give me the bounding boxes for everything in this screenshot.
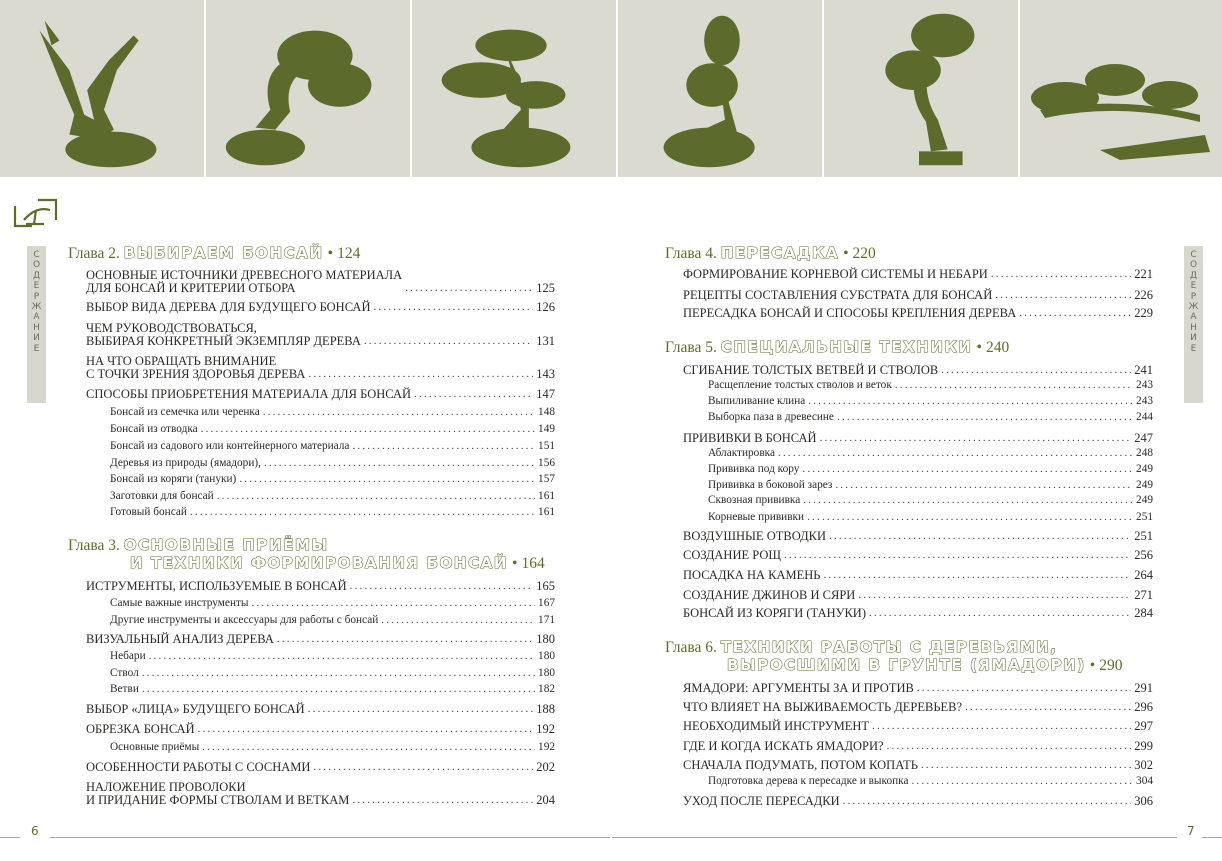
chapter-title-line-2: И ТЕХНИКИ ФОРМИРОВАНИЯ БОНСАЙ <box>130 554 509 572</box>
toc-subentry[interactable] <box>708 511 1153 524</box>
toc-entry[interactable] <box>86 322 555 348</box>
entry-label: ПОСАДКА НА КАМЕНЬ <box>683 568 821 582</box>
chapter-page: 164 <box>521 555 545 572</box>
footer-rule-right-b <box>1202 837 1222 838</box>
dot-leader <box>843 795 1132 808</box>
entry-label: СГИБАНИЕ ТОЛСТЫХ ВЕТВЕЙ И СТВОЛОВ <box>683 363 939 377</box>
entry-page: 161 <box>538 506 555 518</box>
entry-page: 165 <box>536 579 555 593</box>
entry-label: Расщепление толстых стволов и веток <box>708 379 892 391</box>
toc-entry[interactable] <box>683 740 1153 753</box>
toc-subentry[interactable] <box>110 506 555 519</box>
toc-entry[interactable] <box>683 682 1153 695</box>
dot-leader <box>823 569 1131 582</box>
toc-entry[interactable] <box>683 289 1153 302</box>
entry-page: 161 <box>538 490 555 502</box>
dot-leader <box>201 423 535 436</box>
entry-label: Корневые прививки <box>708 511 805 523</box>
toc-subentry[interactable] <box>110 614 555 627</box>
dot-leader <box>352 440 535 453</box>
dot-leader <box>991 268 1131 281</box>
chapter-title: ВЫБИРАЕМ БОНСАЙ <box>123 244 324 262</box>
chapter-title-line-1: ОСНОВНЫЕ ПРИЁМЫ <box>123 536 329 554</box>
entry-page: 149 <box>538 423 555 435</box>
toc-entry[interactable] <box>683 759 1153 772</box>
entry-page: 192 <box>538 741 555 753</box>
toc-entry[interactable] <box>683 589 1153 602</box>
entry-page: 180 <box>536 632 555 646</box>
entry-label: РЕЦЕПТЫ СОСТАВЛЕНИЯ СУБСТРАТА ДЛЯ БОНСАЙ <box>683 288 993 302</box>
toc-entry[interactable] <box>86 301 555 314</box>
dot-leader <box>835 479 1133 492</box>
entry-page: 204 <box>536 793 555 807</box>
entry-label: Выпиливание клина <box>708 395 806 407</box>
dot-leader <box>405 282 533 295</box>
bullet: • <box>512 555 518 572</box>
page-number-right: 7 <box>1187 824 1195 838</box>
bullet: • <box>843 245 849 262</box>
entry-page: 156 <box>538 457 555 469</box>
chapter-page: 290 <box>1099 657 1123 674</box>
toc-entry[interactable] <box>86 703 555 716</box>
toc-entry[interactable] <box>683 795 1153 808</box>
toc-subentry[interactable] <box>110 406 555 419</box>
entry-label: НЕОБХОДИМЫЙ ИНСТРУМЕНТ <box>683 719 870 733</box>
entry-page: 143 <box>536 367 555 381</box>
dot-leader <box>277 633 533 646</box>
chapter-page: 220 <box>852 245 876 262</box>
entry-page: 241 <box>1134 363 1153 377</box>
dot-leader <box>802 463 1133 476</box>
entry-page: 244 <box>1136 411 1153 423</box>
entry-page: 251 <box>1134 529 1153 543</box>
dot-leader <box>869 607 1131 620</box>
entry-page: 151 <box>538 440 555 452</box>
toc-subentry[interactable] <box>708 775 1153 788</box>
toc-entry[interactable] <box>86 355 555 381</box>
toc-entry[interactable] <box>683 607 1153 620</box>
toc-subentry[interactable] <box>110 440 555 453</box>
entry-page: 148 <box>538 406 555 418</box>
toc-subentry[interactable] <box>110 667 555 680</box>
bonsai-illustration-3 <box>412 0 618 177</box>
entry-label: Ствол <box>110 667 139 679</box>
toc-entry[interactable] <box>683 364 1153 377</box>
bullet: • <box>327 245 334 262</box>
entry-page: 182 <box>538 683 555 695</box>
dot-leader <box>308 703 534 716</box>
dot-leader <box>350 580 534 593</box>
toc-subentry[interactable] <box>708 447 1153 460</box>
chapter-title: ПЕРЕСАДКА <box>720 244 840 262</box>
toc-entry[interactable] <box>683 569 1153 582</box>
dot-leader <box>313 761 533 774</box>
toc-subentry[interactable] <box>708 479 1153 492</box>
dot-leader <box>995 289 1131 302</box>
dot-leader <box>239 473 535 486</box>
entry-page: 306 <box>1134 794 1153 808</box>
dot-leader <box>829 530 1131 543</box>
entry-page: 188 <box>536 702 555 716</box>
dot-leader <box>252 597 536 610</box>
dot-leader <box>807 511 1133 524</box>
dot-leader <box>911 775 1133 788</box>
entry-page: 291 <box>1134 681 1153 695</box>
chapter-heading <box>68 536 329 555</box>
entry-label: ОБРЕЗКА БОНСАЙ <box>86 722 195 736</box>
toc-entry[interactable] <box>683 720 1153 733</box>
toc-entry[interactable] <box>683 701 1153 714</box>
dot-leader <box>921 759 1131 772</box>
dot-leader <box>1019 307 1131 320</box>
dot-leader <box>784 549 1131 562</box>
entry-page: 229 <box>1134 306 1153 320</box>
dot-leader <box>364 335 533 348</box>
toc-entry[interactable] <box>683 530 1153 543</box>
entry-page: 256 <box>1134 548 1153 562</box>
entry-page: 249 <box>1136 479 1153 491</box>
dot-leader <box>837 411 1133 424</box>
chapter-heading <box>665 338 1009 357</box>
entry-page: 264 <box>1134 568 1153 582</box>
dot-leader <box>808 395 1133 408</box>
dot-leader <box>965 701 1131 714</box>
chapter-number: Глава 4. <box>665 245 717 262</box>
dot-leader <box>217 490 535 503</box>
chapter-number: Глава 3. <box>68 537 120 554</box>
entry-label: ОСНОВНЫЕ ИСТОЧНИКИ ДРЕВЕСНОГО МАТЕРИАЛА ДЛЯ БОНСАЙ И КРИТЕРИИ ОТБОРА <box>86 268 403 295</box>
chapter-title-line-2: ВЫРОСШИМИ В ГРУНТЕ (ЯМАДОРИ) <box>727 656 1086 674</box>
side-tab-label: С О Д Е Р Ж А Н И Е <box>1188 250 1199 354</box>
entry-page: 299 <box>1134 739 1153 753</box>
toc-subentry[interactable] <box>708 379 1153 392</box>
toc-entry[interactable] <box>86 781 555 807</box>
chapter-heading <box>665 244 876 263</box>
footer-rule-left-a <box>0 837 20 838</box>
entry-label: УХОД ПОСЛЕ ПЕРЕСАДКИ <box>683 794 840 808</box>
bonsai-illustration-2 <box>206 0 412 177</box>
entry-label: ЧЕМ РУКОВОДСТВОВАТЬСЯ, ВЫБИРАЯ КОНКРЕТНЫЙ ЭКЗЕМПЛЯР ДЕРЕВА <box>86 321 361 348</box>
entry-label: ФОРМИРОВАНИЕ КОРНЕВОЙ СИСТЕМЫ И НЕБАРИ <box>683 267 988 281</box>
toc-entry[interactable] <box>86 723 555 736</box>
entry-page: 243 <box>1136 395 1153 407</box>
chapter-heading <box>68 244 360 263</box>
chapter-heading-line-2 <box>130 554 545 573</box>
dot-leader <box>941 364 1131 377</box>
entry-label: Другие инструменты и аксессуары для работы с бонсай <box>110 614 379 626</box>
entry-label: Выборка паза в древесине <box>708 411 834 423</box>
entry-label: НА ЧТО ОБРАЩАТЬ ВНИМАНИЕ С ТОЧКИ ЗРЕНИЯ ЗДОРОВЬЯ ДЕРЕВА <box>86 354 306 381</box>
toc-subentry[interactable] <box>708 395 1153 408</box>
entry-page: 126 <box>536 300 555 314</box>
entry-page: 247 <box>1134 431 1153 445</box>
dot-leader <box>149 650 535 663</box>
entry-label: Подготовка дерева к пересадке и выкопка <box>708 775 909 787</box>
entry-page: 284 <box>1134 606 1153 620</box>
dot-leader <box>778 447 1133 460</box>
entry-label: ПЕРЕСАДКА БОНСАЙ И СПОСОБЫ КРЕПЛЕНИЯ ДЕРЕВА <box>683 306 1017 320</box>
entry-page: 125 <box>536 281 555 295</box>
entry-label: Прививка под кору <box>708 463 800 475</box>
dot-leader <box>373 301 533 314</box>
entry-label: ЯМАДОРИ: АРГУМЕНТЫ ЗА И ПРОТИВ <box>683 681 914 695</box>
side-tab-left <box>27 246 46 403</box>
dot-leader <box>414 388 533 401</box>
bonsai-illustration-4 <box>618 0 824 177</box>
dot-leader <box>142 683 535 696</box>
footer-rule-left-b <box>50 837 610 838</box>
entry-page: 226 <box>1134 288 1153 302</box>
footer-rule-right-a <box>612 837 1177 838</box>
entry-label: ЧТО ВЛИЯЕТ НА ВЫЖИВАЕМОСТЬ ДЕРЕВЬЕВ? <box>683 700 963 714</box>
entry-page: 249 <box>1136 494 1153 506</box>
entry-label: СОЗДАНИЕ ДЖИНОВ И СЯРИ <box>683 588 856 602</box>
entry-label: СОЗДАНИЕ РОЩ <box>683 548 781 562</box>
entry-label: Сквозная прививка <box>708 494 801 506</box>
entry-label: Бонсай из семечка или черенка <box>110 406 260 418</box>
toc-entry[interactable] <box>683 432 1153 445</box>
entry-label: ГДЕ И КОГДА ИСКАТЬ ЯМАДОРИ? <box>683 739 884 753</box>
entry-label: Заготовки для бонсай <box>110 490 214 502</box>
entry-page: 167 <box>538 597 555 609</box>
entry-page: 271 <box>1134 588 1153 602</box>
toc-subentry[interactable] <box>110 423 555 436</box>
entry-label: СПОСОБЫ ПРИОБРЕТЕНИЯ МАТЕРИАЛА ДЛЯ БОНСАЙ <box>86 387 412 401</box>
chapter-heading <box>665 638 1058 657</box>
chapter-number: Глава 5. <box>665 339 717 356</box>
dot-leader <box>895 379 1133 392</box>
entry-page: 304 <box>1136 775 1153 787</box>
entry-page: 296 <box>1134 700 1153 714</box>
entry-label: НАЛОЖЕНИЕ ПРОВОЛОКИ И ПРИДАНИЕ ФОРМЫ СТВОЛАМ И ВЕТКАМ <box>86 780 350 807</box>
entry-label: ВОЗДУШНЫЕ ОТВОДКИ <box>683 529 826 543</box>
dot-leader <box>858 589 1131 602</box>
bullet: • <box>1089 657 1096 674</box>
entry-label: Бонсай из отводка <box>110 423 198 435</box>
entry-page: 297 <box>1134 719 1153 733</box>
chapter-title: СПЕЦИАЛЬНЫЕ ТЕХНИКИ <box>720 338 973 356</box>
toc-subentry[interactable] <box>110 473 555 486</box>
bullet: • <box>976 339 982 356</box>
entry-label: Бонсай из садового или контейнерного материала <box>110 440 350 452</box>
dot-leader <box>352 794 533 807</box>
entry-label: ПРИВИВКИ В БОНСАЙ <box>683 431 817 445</box>
entry-page: 248 <box>1136 447 1153 459</box>
page-number-left: 6 <box>31 824 39 838</box>
entry-label: Деревья из природы (ямадори), <box>110 457 261 469</box>
entry-label: СНАЧАЛА ПОДУМАТЬ, ПОТОМ КОПАТЬ <box>683 758 918 772</box>
entry-page: 147 <box>536 387 555 401</box>
toc-subentry[interactable] <box>110 650 555 663</box>
dot-leader <box>820 432 1132 445</box>
entry-label: Аблактировка <box>708 447 775 459</box>
entry-label: Небари <box>110 650 146 662</box>
dot-leader <box>887 740 1132 753</box>
toc-entry[interactable] <box>86 580 555 593</box>
entry-page: 180 <box>538 650 555 662</box>
dot-leader <box>202 741 535 754</box>
entry-label: Самые важные инструменты <box>110 597 249 609</box>
dot-leader <box>917 682 1131 695</box>
entry-page: 243 <box>1136 379 1153 391</box>
toc-entry[interactable] <box>683 307 1153 320</box>
entry-page: 251 <box>1136 511 1153 523</box>
entry-label: ВЫБОР ВИДА ДЕРЕВА ДЛЯ БУДУЩЕГО БОНСАЙ <box>86 300 371 314</box>
entry-label: Готовый бонсай <box>110 506 187 518</box>
bonsai-illustration-1 <box>0 0 206 177</box>
dot-leader <box>803 494 1133 507</box>
toc-subentry[interactable] <box>110 457 555 470</box>
dot-leader <box>264 457 535 470</box>
dot-leader <box>190 506 535 519</box>
chapter-number: Глава 6. <box>665 639 717 656</box>
dot-leader <box>142 667 535 680</box>
toc-entry[interactable] <box>86 761 555 774</box>
toc-entry[interactable] <box>683 268 1153 281</box>
entry-page: 302 <box>1134 758 1153 772</box>
entry-label: Ветви <box>110 683 139 695</box>
entry-page: 202 <box>536 760 555 774</box>
entry-label: ВИЗУАЛЬНЫЙ АНАЛИЗ ДЕРЕВА <box>86 632 274 646</box>
entry-page: 131 <box>536 334 555 348</box>
entry-page: 171 <box>538 614 555 626</box>
dot-leader <box>381 614 535 627</box>
header-illustration-band <box>0 0 1222 177</box>
chapter-page: 124 <box>337 245 361 262</box>
entry-page: 180 <box>538 667 555 679</box>
toc-subentry[interactable] <box>110 490 555 503</box>
chapter-number: Глава 2. <box>68 245 120 262</box>
entry-page: 157 <box>538 473 555 485</box>
dot-leader <box>308 368 533 381</box>
chapter-title-line-1: ТЕХНИКИ РАБОТЫ С ДЕРЕВЬЯМИ, <box>720 638 1058 656</box>
side-tab-label: С О Д Е Р Ж А Н И Е <box>31 250 42 354</box>
toc-subentry[interactable] <box>708 411 1153 424</box>
entry-label: Основные приёмы <box>110 741 200 753</box>
entry-label: БОНСАЙ ИЗ КОРЯГИ (ТАНУКИ) <box>683 606 866 620</box>
bonsai-illustration-5 <box>824 0 1020 177</box>
bonsai-logo-icon <box>12 196 60 230</box>
entry-label: Прививка в боковой зарез <box>708 479 833 491</box>
toc-subentry[interactable] <box>708 463 1153 476</box>
chapter-heading-line-2 <box>727 656 1122 675</box>
entry-label: ОСОБЕННОСТИ РАБОТЫ С СОСНАМИ <box>86 760 311 774</box>
bonsai-illustration-6 <box>1020 0 1222 177</box>
dot-leader <box>263 406 535 419</box>
entry-label: ИСТРУМЕНТЫ, ИСПОЛЬЗУЕМЫЕ В БОНСАЙ <box>86 579 347 593</box>
entry-label: ВЫБОР «ЛИЦА» БУДУЩЕГО БОНСАЙ <box>86 702 305 716</box>
chapter-page: 240 <box>985 339 1010 356</box>
toc-entry[interactable] <box>86 269 555 295</box>
toc-subentry[interactable] <box>110 741 555 754</box>
side-tab-right <box>1184 246 1203 403</box>
toc-subentry[interactable] <box>110 683 555 696</box>
dot-leader <box>198 723 534 736</box>
toc-subentry[interactable] <box>708 494 1153 507</box>
entry-label: Бонсай из коряги (тануки) <box>110 473 237 485</box>
dot-leader <box>872 720 1131 733</box>
entry-page: 221 <box>1134 267 1153 281</box>
toc-subentry[interactable] <box>110 597 555 610</box>
toc-entry[interactable] <box>683 549 1153 562</box>
toc-entry[interactable] <box>86 633 555 646</box>
toc-entry[interactable] <box>86 388 555 401</box>
entry-page: 192 <box>536 722 555 736</box>
entry-page: 249 <box>1136 463 1153 475</box>
